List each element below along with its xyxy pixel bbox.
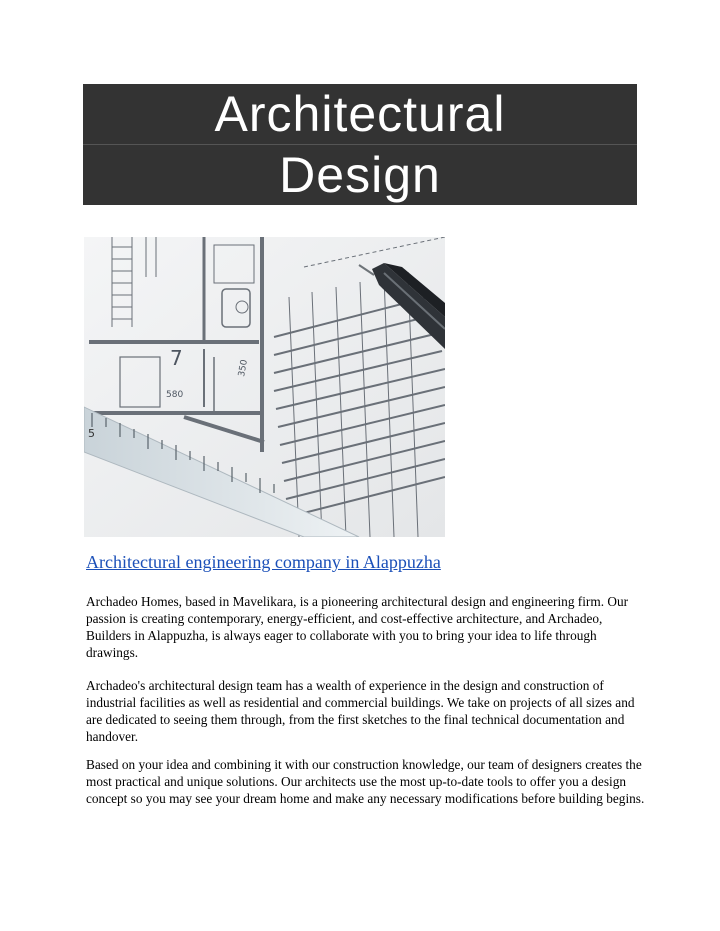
paragraph-solutions: Based on your idea and combining it with our construction knowledge, our team of designers creates the most practical and unique solutions. Our architects use the most up-to-date tools to offer you a design concept so you may see your dream home and make any necessary modifications before building begins.: [86, 757, 645, 806]
heading-link[interactable]: Architectural engineering company in Alappuzha: [86, 552, 441, 572]
title-line-2: Design: [83, 144, 637, 205]
plan-label: 580: [166, 390, 184, 400]
paragraph-team: Archadeo's architectural design team has a wealth of experience in the design and construction of industrial facilities as well as residential and commercial buildings. We take on projects of all sizes and are dedicated to seeing them through, from the first sketches to the final technical documentation and handover.: [86, 678, 635, 744]
blueprint-icon: [84, 237, 445, 537]
plan-label: 350: [237, 358, 250, 378]
plan-label: 7: [170, 346, 183, 370]
blueprint-photo: [84, 237, 445, 537]
title-line-1: Architectural: [83, 84, 637, 144]
title-banner: [83, 84, 637, 205]
ruler-label: 5: [88, 427, 95, 440]
paragraph-intro: Archadeo Homes, based in Mavelikara, is a pioneering architectural design and engineering firm. Our passion is creating contemporary, energy-efficient, and cost-effective architecture, and Archadeo, Builders in Alappuzha, is always eager to collaborate with you to bring your idea to life through drawings.: [86, 594, 629, 660]
